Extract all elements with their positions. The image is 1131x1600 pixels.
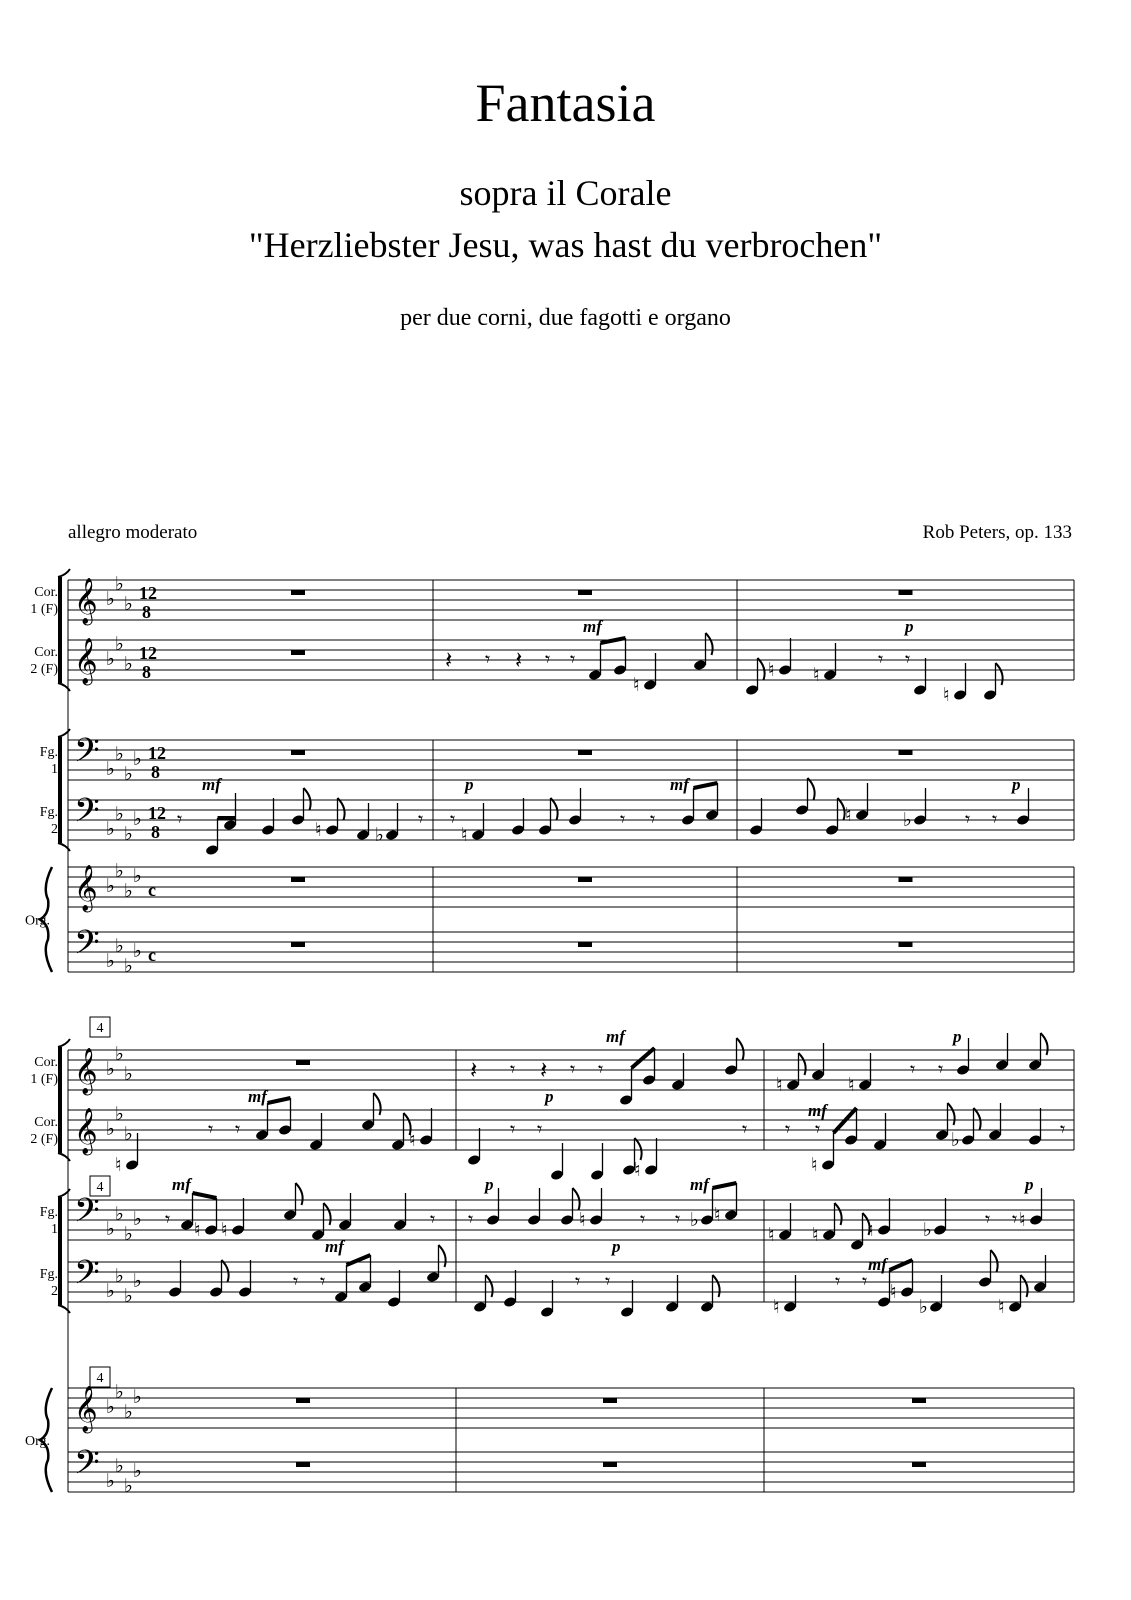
flat-icon: ♭: [106, 759, 115, 780]
natural-icon: ♮: [768, 660, 775, 681]
natural-icon: ♮: [776, 1075, 783, 1096]
whole-rest: [291, 590, 305, 595]
eighth-rest-icon: 𝄾: [742, 1119, 748, 1141]
flat-icon: ♭: [124, 824, 133, 845]
bracket-hook: [58, 1039, 70, 1047]
eighth-rest-icon: 𝄾: [293, 1271, 299, 1293]
flat-icon: ♭: [106, 876, 115, 897]
time-signature-bottom: 8: [142, 662, 151, 682]
tempo-marking: allegro moderato: [68, 522, 198, 543]
flag: [338, 798, 345, 820]
instrument-label-organ: Org.: [24, 913, 50, 929]
beam: [601, 638, 626, 643]
flat-icon: ♭: [106, 1059, 115, 1080]
flag: [799, 1053, 806, 1075]
instrument-label: 2: [51, 822, 58, 837]
quarter-rest-icon: 𝄽: [515, 648, 523, 674]
flat-icon: ♭: [106, 589, 115, 610]
instrument-label: 1: [51, 762, 58, 777]
dynamic-mf: mf: [248, 1087, 267, 1106]
treble-clef-icon: 𝄞: [74, 865, 98, 910]
dynamic-mf: mf: [325, 1237, 344, 1256]
eighth-rest-icon: 𝄾: [605, 1271, 611, 1293]
instrument-label: 1 (F): [30, 602, 58, 617]
quarter-rest-icon: 𝄽: [445, 648, 453, 674]
natural-icon: ♮: [461, 825, 468, 846]
natural-icon: ♮: [315, 820, 322, 841]
flag: [486, 1275, 493, 1297]
dynamic-mf: mf: [202, 775, 221, 794]
eighth-rest-icon: 𝄾: [835, 1271, 841, 1293]
instrument-label: Fg.: [39, 805, 58, 820]
eighth-rest-icon: 𝄾: [878, 649, 884, 671]
flat-icon: ♭: [115, 1104, 124, 1125]
bass-clef-icon: 𝄢: [74, 732, 100, 777]
whole-rest: [296, 1462, 310, 1467]
flag: [974, 1108, 981, 1130]
eighth-rest-icon: 𝄾: [675, 1209, 681, 1231]
flat-icon: ♭: [106, 951, 115, 972]
beam: [347, 1255, 371, 1265]
natural-icon: ♮: [811, 1155, 818, 1176]
quarter-rest-icon: 𝄽: [540, 1058, 548, 1084]
treble-clef-icon: 𝄞: [74, 578, 98, 623]
dynamic-p: p: [1025, 1175, 1034, 1194]
whole-rest: [296, 1060, 310, 1065]
flat-icon: ♭: [115, 1456, 124, 1477]
eighth-rest-icon: 𝄾: [177, 809, 183, 831]
flag: [808, 778, 815, 800]
whole-rest: [603, 1398, 617, 1403]
instrument-label: 2: [51, 1284, 58, 1299]
natural-icon: ♮: [998, 1297, 1005, 1318]
natural-icon: ♮: [194, 1220, 201, 1241]
eighth-rest-icon: 𝄾: [450, 809, 456, 831]
flag: [838, 798, 845, 820]
flat-icon: ♭: [115, 1266, 124, 1287]
flag: [635, 1138, 642, 1160]
flag: [758, 658, 765, 680]
eighth-rest-icon: 𝄾: [815, 1119, 821, 1141]
quarter-rest-icon: 𝄽: [470, 1058, 478, 1084]
bass-clef-icon: 𝄢: [74, 1192, 100, 1237]
dynamic-mf: mf: [172, 1175, 191, 1194]
eighth-rest-icon: 𝄾: [235, 1119, 241, 1141]
time-signature-top: 12: [139, 583, 157, 603]
whole-rest: [291, 750, 305, 755]
instrument-label: Fg.: [39, 1267, 58, 1282]
eighth-rest-icon: 𝄾: [575, 1271, 581, 1293]
flat-icon: ♭: [133, 866, 142, 887]
whole-rest: [291, 877, 305, 882]
flat-icon: ♭: [115, 936, 124, 957]
natural-icon: ♮: [943, 685, 950, 706]
flat-icon: ♭: [124, 1224, 133, 1245]
flat-icon: ♭: [133, 1209, 142, 1230]
eighth-rest-icon: 𝄾: [510, 1059, 516, 1081]
flag: [304, 788, 311, 810]
natural-icon: ♮: [221, 1220, 228, 1241]
whole-rest: [578, 877, 592, 882]
flat-icon: ♭: [919, 1297, 928, 1318]
whole-rest: [578, 750, 592, 755]
measure-number: 4: [96, 1021, 104, 1036]
bracket-hook: [58, 569, 70, 577]
eighth-rest-icon: 𝄾: [510, 1119, 516, 1141]
natural-icon: ♮: [813, 665, 820, 686]
beam: [268, 1098, 291, 1103]
dynamic-mf: mf: [868, 1255, 887, 1274]
whole-rest: [578, 942, 592, 947]
flat-icon: ♭: [115, 574, 124, 595]
composer: Rob Peters, op. 133: [922, 522, 1072, 543]
flat-icon: ♭: [903, 810, 912, 831]
flat-icon: ♭: [133, 941, 142, 962]
flag: [835, 1203, 842, 1225]
flat-icon: ♭: [124, 1402, 133, 1423]
natural-icon: ♮: [812, 1225, 819, 1246]
dynamic-p: p: [1012, 775, 1021, 794]
instrument-label: Cor.: [34, 1115, 58, 1130]
flat-icon: ♭: [106, 1471, 115, 1492]
flat-icon: ♭: [106, 649, 115, 670]
natural-icon: ♮: [768, 1225, 775, 1246]
natural-icon: ♮: [579, 1210, 586, 1231]
time-signature-bottom: 8: [151, 762, 160, 782]
dynamic-mf: mf: [690, 1175, 709, 1194]
instrument-label: Cor.: [34, 585, 58, 600]
flat-icon: ♭: [124, 881, 133, 902]
flag: [706, 633, 713, 655]
flat-icon: ♭: [133, 1271, 142, 1292]
common-time-icon: c: [148, 880, 156, 900]
whole-rest: [291, 942, 305, 947]
instrument-label: 1: [51, 1222, 58, 1237]
instrument-label: Fg.: [39, 745, 58, 760]
eighth-rest-icon: 𝄾: [910, 1059, 916, 1081]
whole-rest: [899, 750, 913, 755]
treble-clef-icon: 𝄞: [74, 638, 98, 683]
eighth-rest-icon: 𝄾: [570, 1059, 576, 1081]
dynamic-p: p: [485, 1175, 494, 1194]
dynamic-p: p: [465, 775, 474, 794]
eighth-rest-icon: 𝄾: [905, 649, 911, 671]
flat-icon: ♭: [106, 1397, 115, 1418]
dynamic-p: p: [953, 1027, 962, 1046]
flat-icon: ♭: [106, 1219, 115, 1240]
beam: [193, 1193, 217, 1198]
flag: [1041, 1033, 1048, 1055]
measure-number: 4: [96, 1180, 104, 1195]
flag: [324, 1203, 331, 1225]
flag: [713, 1275, 720, 1297]
flat-icon: ♭: [133, 809, 142, 830]
natural-icon: ♮: [633, 675, 640, 696]
flat-icon: ♭: [133, 749, 142, 770]
eighth-rest-icon: 𝄾: [640, 1209, 646, 1231]
instrument-label: Fg.: [39, 1205, 58, 1220]
dynamic-p: p: [612, 1237, 621, 1256]
subtitle: sopra il Corale: [459, 173, 672, 213]
flat-icon: ♭: [115, 861, 124, 882]
beam: [632, 1048, 655, 1068]
instrument-label: 2 (F): [30, 1132, 58, 1147]
measure-number: 4: [96, 1371, 104, 1386]
dynamic-p: p: [905, 617, 914, 636]
title: Fantasia: [475, 73, 656, 133]
eighth-rest-icon: 𝄾: [938, 1059, 944, 1081]
flat-icon: ♭: [690, 1210, 699, 1231]
flat-icon: ♭: [124, 956, 133, 977]
flat-icon: ♭: [124, 1124, 133, 1145]
eighth-rest-icon: 𝄾: [985, 1209, 991, 1231]
bass-clef-icon: 𝄢: [74, 924, 100, 969]
flat-icon: ♭: [133, 1387, 142, 1408]
flag: [737, 1038, 744, 1060]
natural-icon: ♮: [848, 1075, 855, 1096]
natural-icon: ♮: [1019, 1210, 1026, 1231]
flat-icon: ♭: [124, 654, 133, 675]
eighth-rest-icon: 𝄾: [965, 809, 971, 831]
dynamic-mf: mf: [670, 775, 689, 794]
eighth-rest-icon: 𝄾: [418, 809, 424, 831]
natural-icon: ♮: [409, 1130, 416, 1151]
time-signature-bottom: 8: [151, 822, 160, 842]
dynamic-mf: mf: [606, 1027, 625, 1046]
eighth-rest-icon: 𝄾: [165, 1209, 171, 1231]
flag: [991, 1250, 998, 1272]
whole-rest: [899, 942, 913, 947]
beam: [713, 1183, 737, 1188]
eighth-rest-icon: 𝄾: [1012, 1209, 1018, 1231]
eighth-rest-icon: 𝄾: [468, 1209, 474, 1231]
flat-icon: ♭: [115, 804, 124, 825]
eighth-rest-icon: 𝄾: [992, 809, 998, 831]
whole-rest: [291, 650, 305, 655]
eighth-rest-icon: 𝄾: [650, 809, 656, 831]
eighth-rest-icon: 𝄾: [430, 1209, 436, 1231]
flat-icon: ♭: [124, 764, 133, 785]
bass-clef-icon: 𝄢: [74, 792, 100, 837]
eighth-rest-icon: 𝄾: [598, 1059, 604, 1081]
flat-icon: ♭: [923, 1220, 932, 1241]
flag: [374, 1093, 381, 1115]
time-signature-top: 12: [139, 643, 157, 663]
whole-rest: [603, 1462, 617, 1467]
bass-clef-icon: 𝄢: [74, 1444, 100, 1489]
subtitle-chorale: "Herzliebster Jesu, was hast du verbrochen": [248, 225, 883, 265]
flag: [222, 1260, 229, 1282]
flag: [551, 798, 558, 820]
time-signature-bottom: 8: [142, 602, 151, 622]
natural-icon: ♮: [867, 1220, 874, 1241]
flat-icon: ♭: [951, 1130, 960, 1151]
flat-icon: ♭: [115, 634, 124, 655]
time-signature-top: 12: [148, 743, 166, 763]
flag: [948, 1103, 955, 1125]
flat-icon: ♭: [115, 1204, 124, 1225]
eighth-rest-icon: 𝄾: [485, 649, 491, 671]
instrumentation: per due corni, due fagotti e organo: [400, 305, 731, 331]
flat-icon: ♭: [124, 1064, 133, 1085]
whole-rest: [296, 1398, 310, 1403]
common-time-icon: c: [148, 945, 156, 965]
eighth-rest-icon: 𝄾: [570, 649, 576, 671]
eighth-rest-icon: 𝄾: [208, 1119, 214, 1141]
bass-clef-icon: 𝄢: [74, 1254, 100, 1299]
natural-icon: ♮: [714, 1205, 721, 1226]
whole-rest: [899, 590, 913, 595]
beam: [694, 783, 718, 788]
treble-clef-icon: 𝄞: [74, 1386, 98, 1431]
instrument-label: 2 (F): [30, 662, 58, 677]
treble-clef-icon: 𝄞: [74, 1048, 98, 1093]
dynamic-p: p: [545, 1087, 554, 1106]
eighth-rest-icon: 𝄾: [320, 1271, 326, 1293]
dynamic-mf: mf: [583, 617, 602, 636]
natural-icon: ♮: [773, 1297, 780, 1318]
flat-icon: ♭: [375, 825, 384, 846]
natural-icon: ♮: [115, 1155, 122, 1176]
whole-rest: [899, 877, 913, 882]
time-signature-top: 12: [148, 803, 166, 823]
natural-icon: ♮: [890, 1282, 897, 1303]
dynamic-mf: mf: [808, 1101, 827, 1120]
eighth-rest-icon: 𝄾: [1060, 1119, 1066, 1141]
flag: [996, 663, 1003, 685]
whole-rest: [912, 1462, 926, 1467]
flat-icon: ♭: [106, 1119, 115, 1140]
flat-icon: ♭: [115, 744, 124, 765]
flat-icon: ♭: [124, 594, 133, 615]
flat-icon: ♭: [124, 1476, 133, 1497]
natural-icon: ♮: [634, 1160, 641, 1181]
flat-icon: ♭: [106, 1281, 115, 1302]
eighth-rest-icon: 𝄾: [785, 1119, 791, 1141]
flag: [573, 1188, 580, 1210]
instrument-label: Cor.: [34, 645, 58, 660]
instrument-label-organ: Org.: [24, 1434, 50, 1449]
whole-rest: [912, 1398, 926, 1403]
flat-icon: ♭: [115, 1044, 124, 1065]
flat-icon: ♭: [124, 1286, 133, 1307]
flat-icon: ♭: [115, 1382, 124, 1403]
flag: [439, 1245, 446, 1267]
natural-icon: ♮: [845, 805, 852, 826]
flat-icon: ♭: [133, 1461, 142, 1482]
eighth-rest-icon: 𝄾: [862, 1271, 868, 1293]
instrument-label: 1 (F): [30, 1072, 58, 1087]
instrument-label: Cor.: [34, 1055, 58, 1070]
flag: [296, 1183, 303, 1205]
treble-clef-icon: 𝄞: [74, 1108, 98, 1153]
eighth-rest-icon: 𝄾: [545, 649, 551, 671]
eighth-rest-icon: 𝄾: [620, 809, 626, 831]
whole-rest: [578, 590, 592, 595]
eighth-rest-icon: 𝄾: [537, 1119, 543, 1141]
flat-icon: ♭: [106, 819, 115, 840]
flag: [1021, 1275, 1028, 1297]
